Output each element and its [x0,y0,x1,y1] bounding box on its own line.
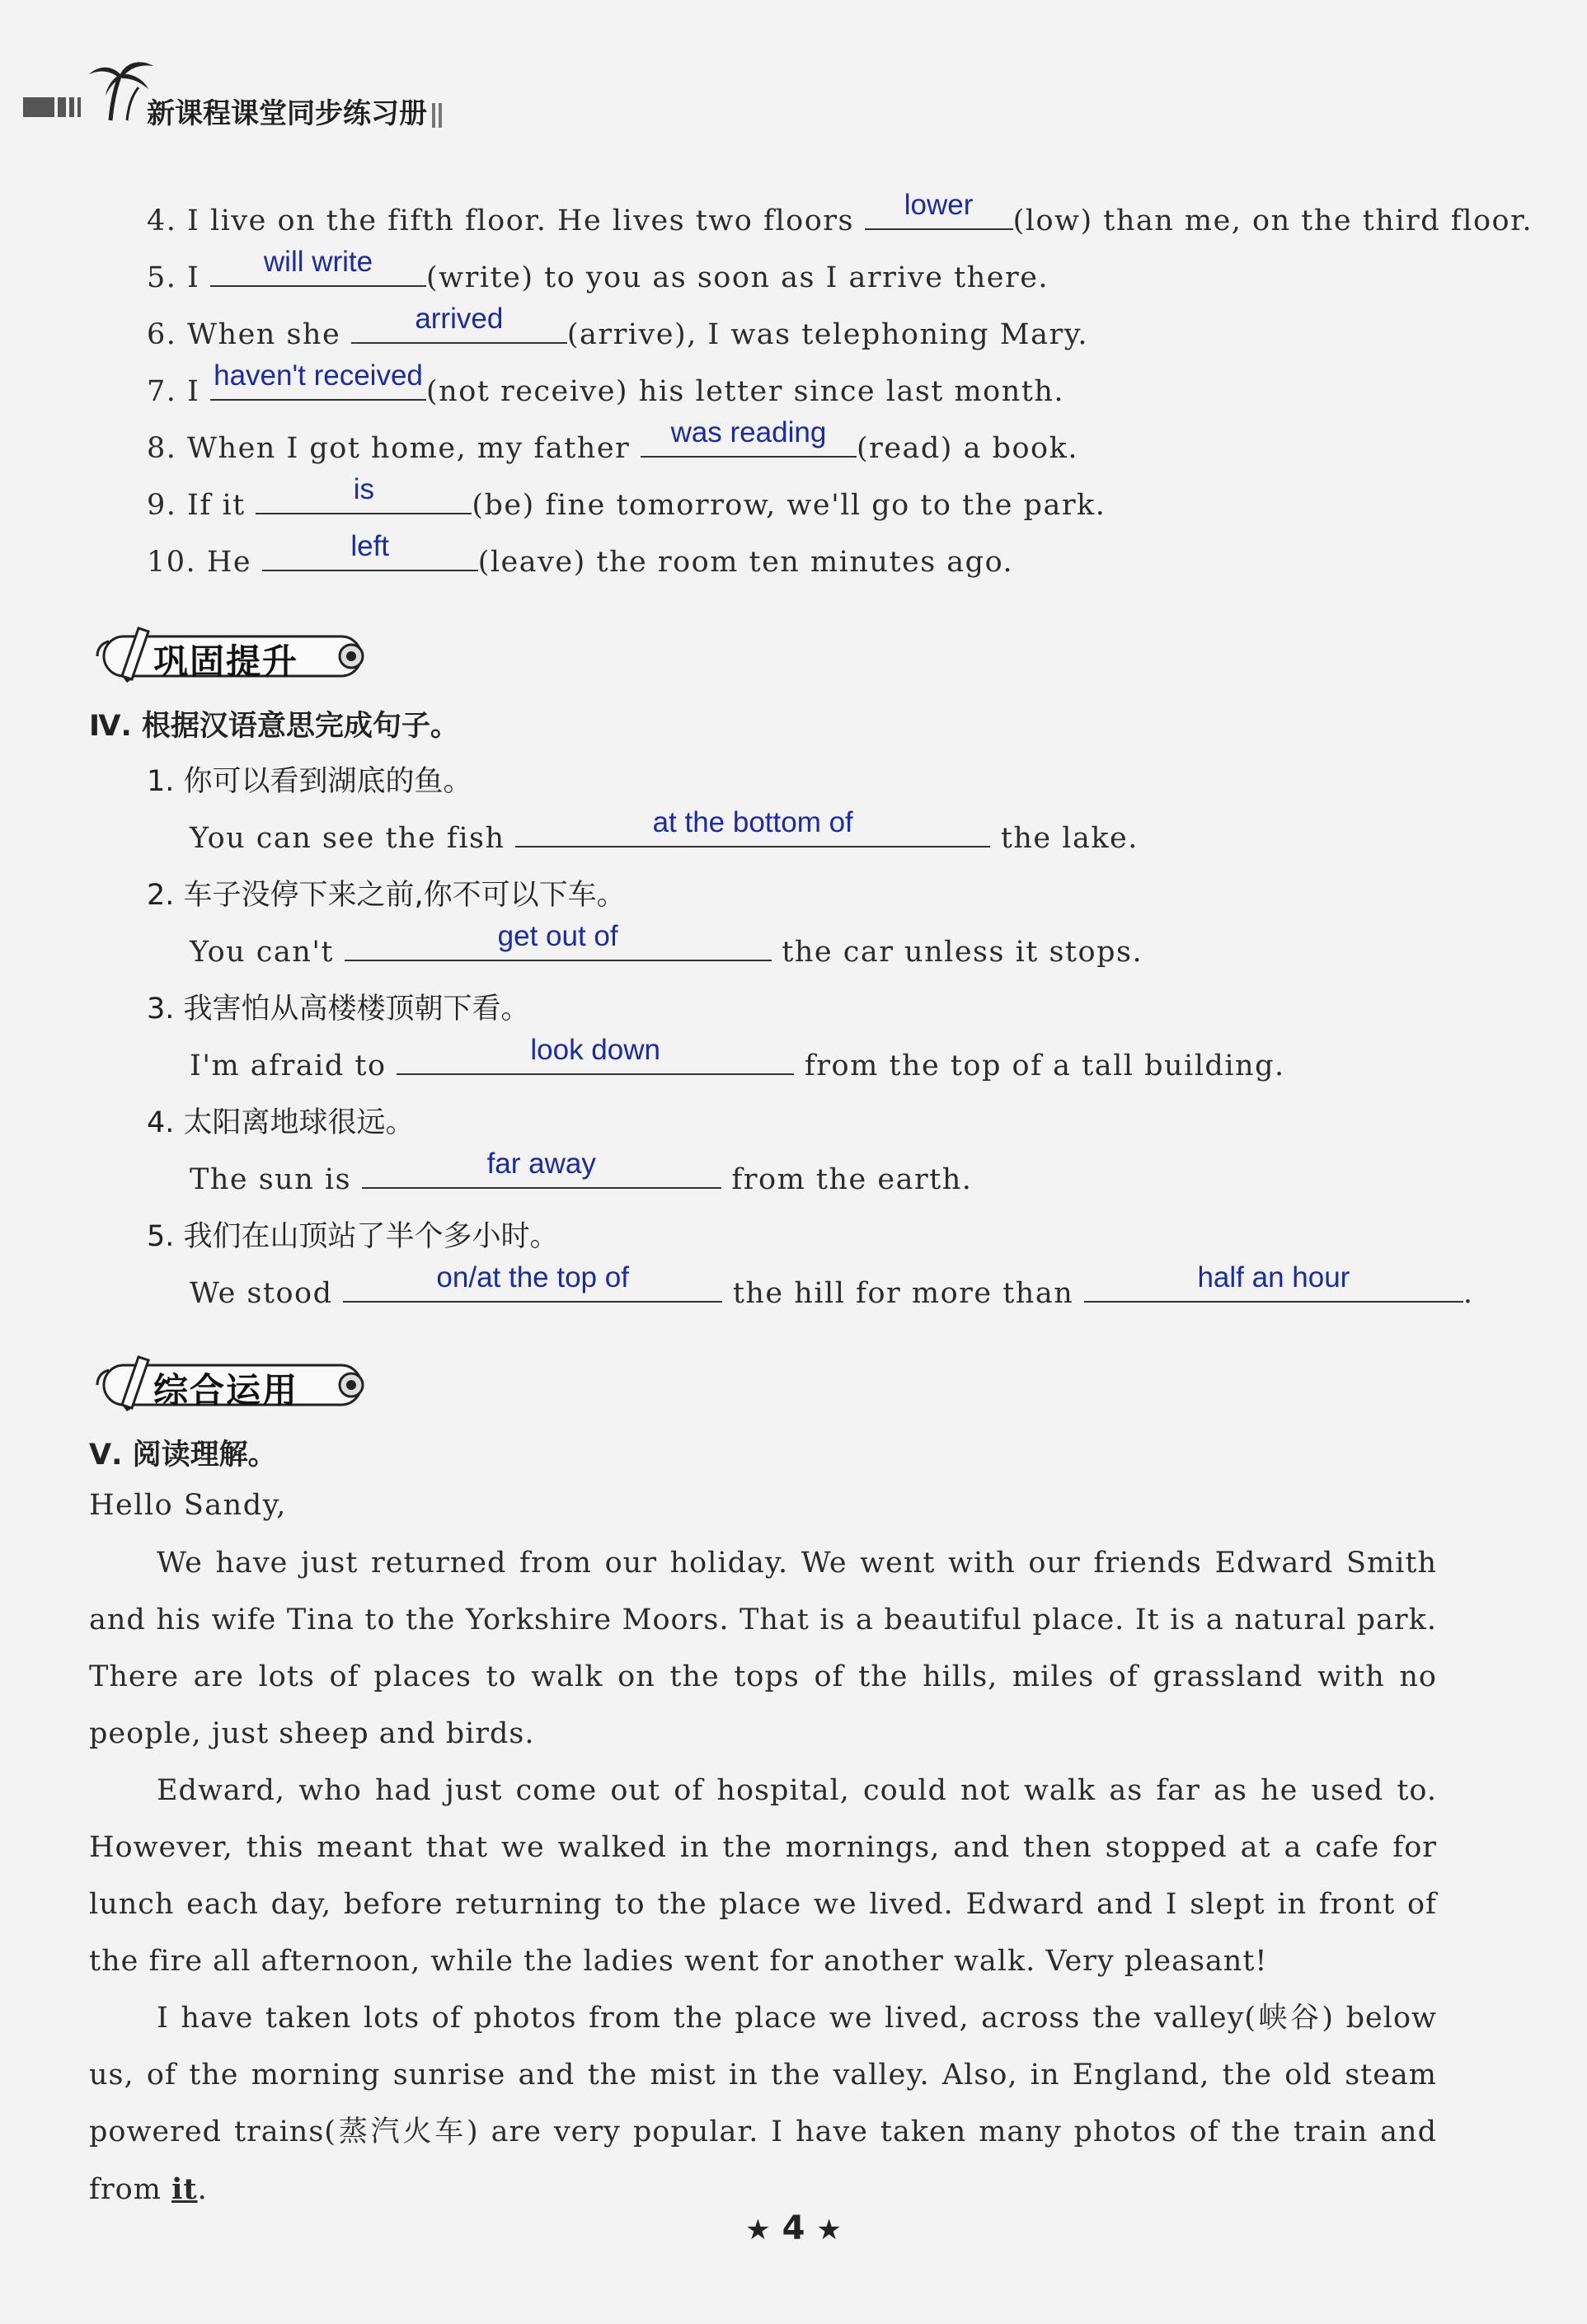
answer-blank[interactable]: get out of [345,932,772,961]
exercise-item-6: 6. When she arrived (arrive), I was telephoning Mary. [147,303,1088,351]
section-v-title: Ⅴ. 阅读理解。 [89,1439,277,1472]
cn-prompt-2: 2. 车子没停下来之前,你不可以下车。 [147,879,626,912]
section-banner-consolidate: 巩固提升 [89,618,378,684]
header-title: 新课程课堂同步练习册 [147,91,442,131]
answer-blank[interactable]: lower [865,200,1013,230]
sentence-item-2: You can't get out of the car unless it stops. [190,920,1143,969]
page-header [23,73,485,130]
answer-blank[interactable]: haven't received [210,371,426,401]
exercise-item-7: 7. I haven't received (not receive) his letter since last month. [147,359,1065,408]
cn-prompt-5: 5. 我们在山顶站了半个多小时。 [147,1220,559,1253]
answer-blank[interactable]: at the bottom of [515,818,990,847]
exercise-item-9: 9. If it is (be) fine tomorrow, we'll go to the park. [147,473,1106,522]
answer-blank[interactable]: far away [362,1159,721,1189]
passage-paragraph-1: We have just returned from our holiday. We went with our friends Edward Smith and his wife Tina to the Yorkshire Moors. That is a beautiful place. It is a natural park. There are lots of places to walk on the tops of the hills, miles of grassland with no people, just sheep and birds. [89,1547,1437,1750]
page-footer: ★ 4 ★ [745,2209,842,2247]
exercise-item-4: 4. I live on the fifth floor. He lives two floors lower (low) than me, on the third floor. [147,189,1533,237]
passage-paragraph-2: Edward, who had just come out of hospital, could not walk as far as he used to. However, this meant that we walked in the mornings, and then stopped at a cafe for lunch each day, before returning to the place we lived. Edward and I slept in front of the fire all afternoon, while the ladies went for another walk. Very pleasant! [89,1774,1437,1978]
sentence-item-3: I'm afraid to look down from the top of a tall building. [190,1034,1285,1082]
cn-prompt-3: 3. 我害怕从高楼楼顶朝下看。 [147,993,530,1026]
header-bars-decoration [23,97,84,117]
answer-blank[interactable]: half an hour [1084,1273,1463,1303]
exercise-item-8: 8. When I got home, my father was reading (read) a book. [147,416,1078,465]
cn-prompt-1: 1. 你可以看到湖底的鱼。 [147,765,472,798]
answer-blank[interactable]: is [256,485,472,514]
sentence-item-4: The sun is far away from the earth. [190,1148,973,1196]
cn-prompt-4: 4. 太阳离地球很远。 [147,1106,415,1139]
answer-blank[interactable]: will write [210,257,426,287]
passage-paragraph-3: I have taken lots of photos from the place we lived, across the valley(峡谷) below us, of the morning sunrise and the mist in the valley. Also, in England, the old steam powered trains(蒸汽火车) are very popular. I have taken many photos of the train and from it. [89,2002,1437,2206]
sentence-item-5: We stood on/at the top of the hill for more than half an hour . [190,1261,1474,1310]
answer-blank[interactable]: arrived [351,314,567,344]
answer-blank[interactable]: look down [397,1045,794,1075]
letter-greeting: Hello Sandy, [89,1489,287,1522]
answer-blank[interactable]: was reading [641,428,857,458]
section-banner-comprehensive: 综合运用 [89,1347,378,1413]
section-iv-title: Ⅳ. 根据汉语意思完成句子。 [89,710,459,743]
sentence-item-1: You can see the fish at the bottom of the lake. [190,806,1139,855]
underlined-word: it [171,2172,198,2206]
exercise-item-10: 10. He left (leave) the room ten minutes ago. [147,530,1014,579]
answer-blank[interactable]: left [262,542,478,571]
page-number: 4 [782,2209,805,2247]
exercise-item-5: 5. I will write (write) to you as soon as I arrive there. [147,246,1049,294]
answer-blank[interactable]: on/at the top of [343,1273,722,1303]
